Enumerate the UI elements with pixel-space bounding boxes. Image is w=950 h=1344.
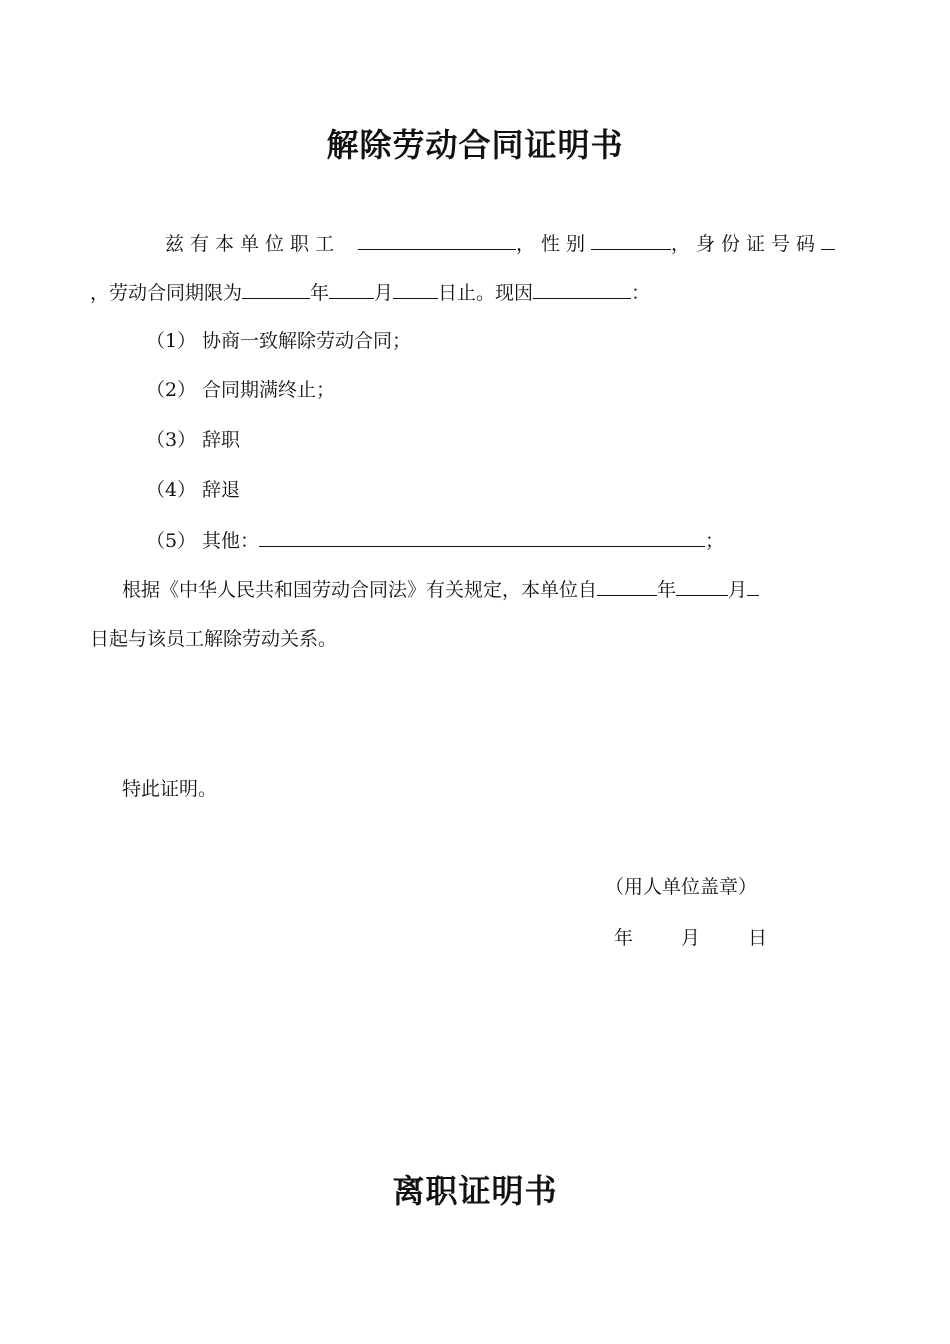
- date-month-label: 月: [681, 927, 701, 949]
- reason-blank[interactable]: [533, 279, 631, 299]
- termination-month-label: 月: [728, 579, 748, 601]
- employee-intro-text: 兹有本单位职工: [165, 233, 341, 255]
- seal-label: （用人单位盖章）: [605, 876, 758, 898]
- contract-month-blank[interactable]: [329, 279, 374, 299]
- termination-year-label: 年: [657, 579, 677, 601]
- other-reason-blank[interactable]: [259, 527, 705, 547]
- option-label: 协商一致解除劳动合同；: [202, 330, 412, 352]
- option-number: （3）: [146, 429, 197, 451]
- option-number: （5）: [146, 530, 197, 552]
- option-2: [146, 377, 335, 403]
- paragraph-2-line-1: [122, 576, 759, 603]
- option-3: [146, 427, 240, 453]
- closing-statement: 特此证明。: [122, 778, 218, 800]
- contract-day-reason-label: 日止。现因: [438, 282, 534, 304]
- option-label: 辞职: [202, 429, 241, 451]
- employee-name-blank[interactable]: [358, 230, 516, 250]
- gender-blank[interactable]: [591, 230, 671, 250]
- contract-year-blank[interactable]: [242, 279, 310, 299]
- paragraph-2-line-2: [90, 626, 337, 652]
- signature-date: [614, 925, 767, 951]
- other-reason-tail: ；: [705, 530, 725, 552]
- law-basis-text: 根据《中华人民共和国劳动合同法》有关规定，本单位自: [122, 579, 598, 601]
- reason-colon: ：: [631, 282, 651, 304]
- option-label: 辞退: [202, 479, 241, 501]
- paragraph-1-line-2: [90, 279, 650, 306]
- contract-term-label: ，劳动合同期限为: [90, 282, 243, 304]
- termination-day-blank[interactable]: [747, 576, 759, 596]
- id-number-blank[interactable]: [821, 230, 835, 250]
- option-label: 合同期满终止；: [202, 379, 336, 401]
- contract-day-blank[interactable]: [393, 279, 438, 299]
- option-1: [146, 328, 411, 354]
- id-number-label: ，身份证号码: [671, 233, 822, 255]
- termination-statement: 日起与该员工解除劳动关系。: [90, 628, 338, 650]
- date-day-label: 日: [748, 927, 768, 949]
- option-label: 其他：: [202, 530, 260, 552]
- document-title: 解除劳动合同证明书: [326, 126, 624, 164]
- option-5: [146, 527, 724, 554]
- date-year-label: 年: [614, 927, 634, 949]
- paragraph-1-line-1: [165, 230, 835, 257]
- termination-year-blank[interactable]: [597, 576, 657, 596]
- second-document-title: 离职证明书: [392, 1172, 558, 1210]
- option-number: （1）: [146, 330, 197, 352]
- contract-month-label: 月: [374, 282, 394, 304]
- option-number: （2）: [146, 379, 197, 401]
- contract-year-label: 年: [310, 282, 330, 304]
- termination-month-blank[interactable]: [676, 576, 728, 596]
- option-4: [146, 477, 240, 503]
- gender-label: ，性别: [516, 233, 592, 255]
- option-number: （4）: [146, 479, 197, 501]
